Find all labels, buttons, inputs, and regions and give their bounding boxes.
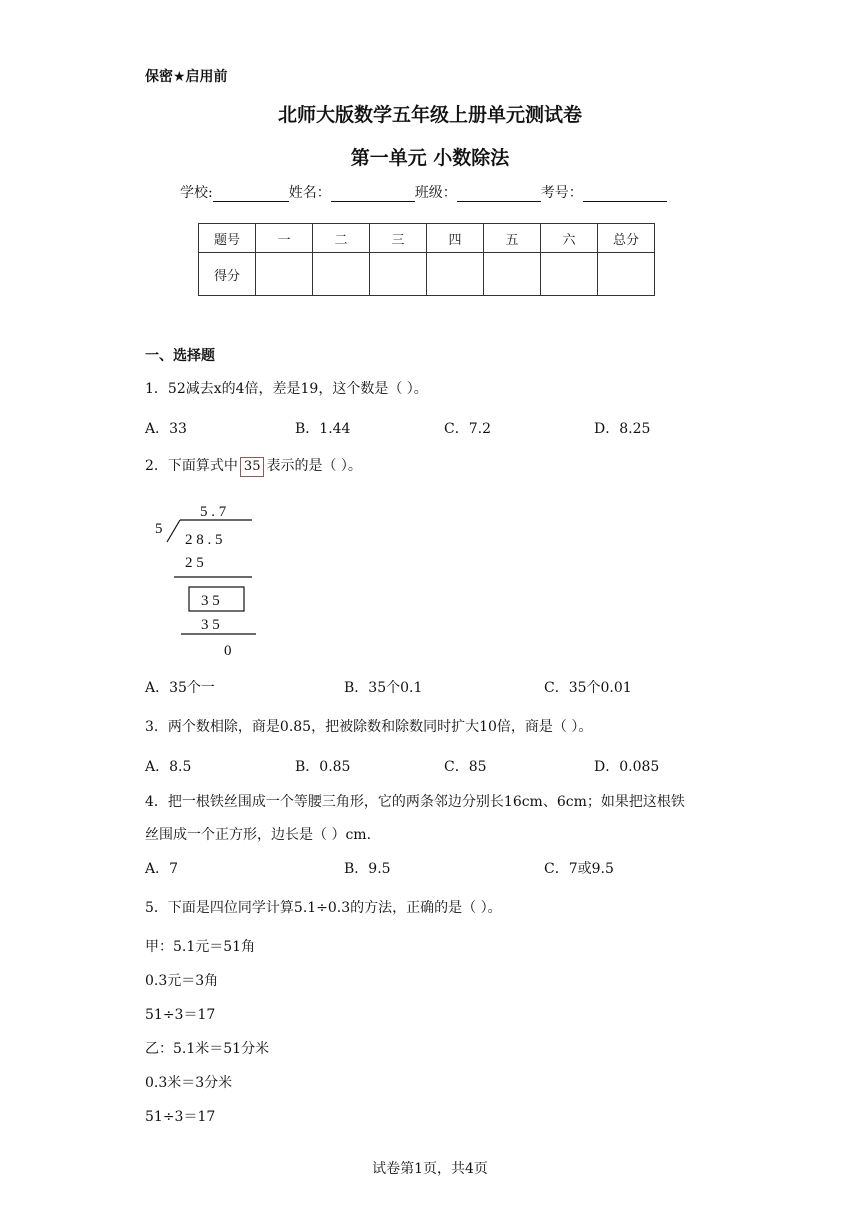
question-4-line-1: 4．把一根铁丝围成一个等腰三角形，它的两条邻边分别长16cm、6cm；如果把这根铁 — [145, 794, 685, 810]
q5-method-line: 甲：5.1元＝51角 — [145, 939, 256, 955]
q2-option-b[interactable]: B．35个0.1 — [344, 680, 423, 696]
class-blank[interactable] — [457, 187, 541, 202]
score-cell[interactable] — [427, 253, 484, 296]
score-header-cell: 四 — [427, 224, 484, 253]
q5-method-line: 51÷3＝17 — [145, 1007, 216, 1023]
exam-title: 北师大版数学五年级上册单元测试卷 — [277, 104, 582, 126]
q5-method-line: 0.3元＝3角 — [145, 973, 219, 989]
q5-method-line: 51÷3＝17 — [145, 1109, 216, 1125]
name-blank[interactable] — [331, 187, 415, 202]
division-subtract-1: 2 5 — [185, 555, 204, 571]
division-subtract-2: 3 5 — [201, 617, 220, 633]
q5-method-line: 0.3米＝3分米 — [145, 1075, 233, 1091]
score-header-cell: 五 — [484, 224, 541, 253]
exam-no-label: 考号： — [540, 185, 583, 201]
student-info-line — [180, 182, 667, 202]
question-5: 5．下面是四位同学计算5.1÷0.3的方法，正确的是（ ）。 — [145, 900, 502, 916]
score-header-cell: 三 — [370, 224, 427, 253]
exam-no-blank[interactable] — [583, 187, 667, 202]
name-label: 姓名： — [288, 185, 331, 201]
question-4-line-2: 丝围成一个正方形，边长是（ ）cm. — [145, 827, 372, 843]
q2-option-a[interactable]: A．35个一 — [145, 680, 215, 696]
score-header-cell: 题号 — [199, 224, 256, 253]
division-divisor: 5 — [155, 521, 163, 537]
q1-option-b[interactable]: B．1.44 — [295, 421, 351, 437]
q2-option-c[interactable]: C．35个0.01 — [544, 680, 632, 696]
unit-subtitle: 第一单元 小数除法 — [350, 147, 510, 169]
q2-text-after: 表示的是（ ）。 — [266, 458, 362, 474]
score-cell[interactable] — [484, 253, 541, 296]
score-row-label: 得分 — [199, 253, 256, 296]
score-cell[interactable] — [541, 253, 598, 296]
division-bracket — [167, 520, 180, 542]
score-header-cell: 二 — [313, 224, 370, 253]
q4-option-a[interactable]: A．7 — [145, 861, 179, 877]
section-heading: 一、选择题 — [145, 348, 215, 364]
confidential-mark: 保密★启用前 — [145, 69, 228, 85]
q3-option-a[interactable]: A．8.5 — [145, 759, 192, 775]
score-header-cell: 总分 — [598, 224, 655, 253]
q1-option-a[interactable]: A．33 — [145, 421, 187, 437]
division-remainder: 3 5 — [201, 593, 220, 609]
question-3: 3．两个数相除，商是0.85，把被除数和除数同时扩大10倍，商是（ ）。 — [145, 719, 593, 735]
score-cell[interactable] — [256, 253, 313, 296]
division-quotient: 5 . 7 — [200, 504, 227, 520]
score-cell[interactable] — [598, 253, 655, 296]
page-footer: 试卷第1页，共4页 — [372, 1161, 488, 1177]
q4-option-c[interactable]: C．7或9.5 — [544, 861, 614, 877]
long-division-diagram — [150, 496, 270, 666]
school-blank[interactable] — [213, 187, 289, 202]
q2-boxed-number: 35 — [240, 457, 265, 477]
school-label: 学校: — [180, 185, 213, 201]
class-label: 班级： — [414, 185, 457, 201]
score-header-cell: 六 — [541, 224, 598, 253]
score-cell[interactable] — [313, 253, 370, 296]
q5-method-line: 乙：5.1米＝51分米 — [145, 1041, 270, 1057]
division-result: 0 — [224, 643, 232, 659]
q2-text-before: 2．下面算式中 — [145, 458, 238, 474]
score-table — [198, 223, 655, 296]
score-header-cell: 一 — [256, 224, 313, 253]
division-dividend: 2 8 . 5 — [185, 532, 223, 548]
q3-option-b[interactable]: B．0.85 — [295, 759, 351, 775]
q4-option-b[interactable]: B．9.5 — [344, 861, 391, 877]
question-2 — [145, 455, 362, 477]
score-cell[interactable] — [370, 253, 427, 296]
q3-option-d[interactable]: D．0.085 — [594, 759, 660, 775]
q1-option-d[interactable]: D．8.25 — [594, 421, 651, 437]
q3-option-c[interactable]: C．85 — [444, 759, 487, 775]
question-1: 1．52减去x的4倍，差是19，这个数是（ ）。 — [145, 381, 428, 397]
q1-option-c[interactable]: C．7.2 — [444, 421, 491, 437]
